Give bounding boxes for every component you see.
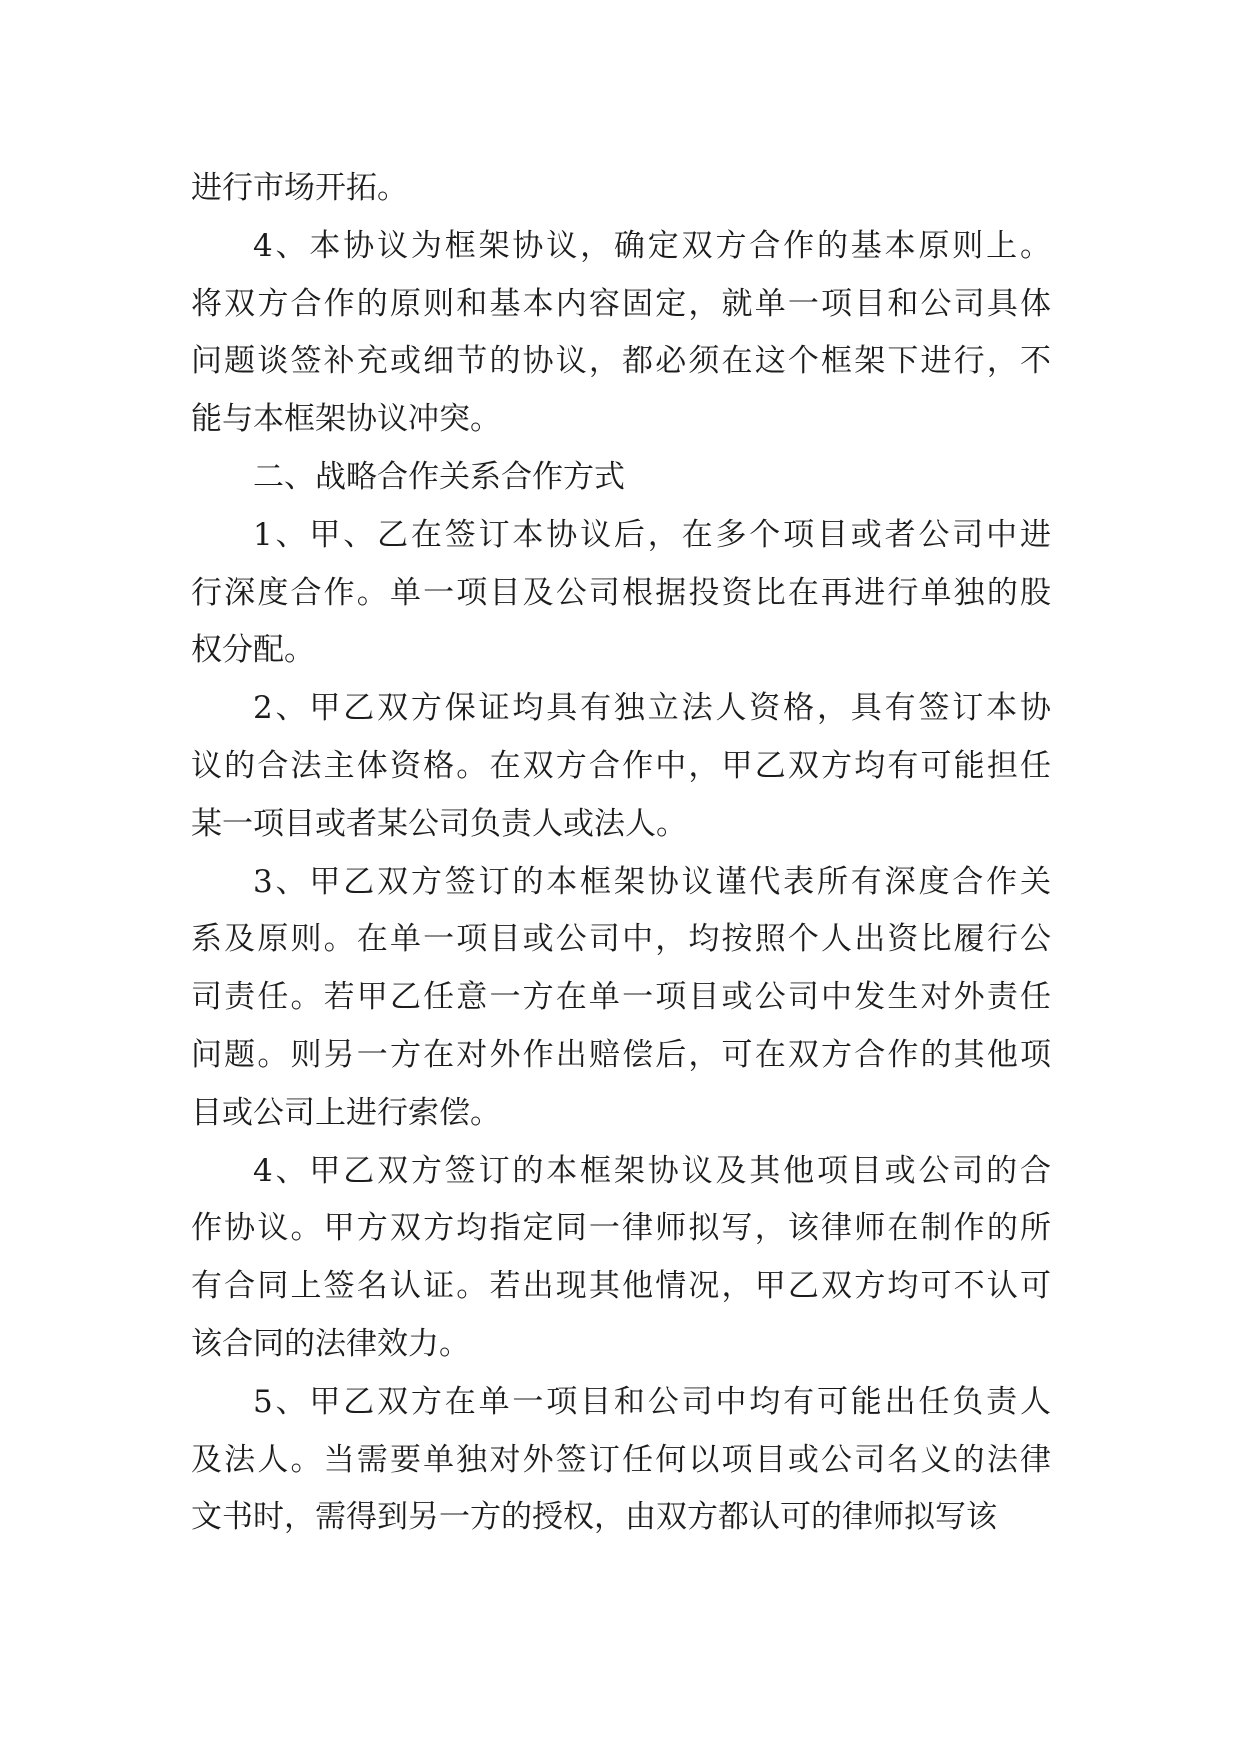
paragraph [191,854,1051,1143]
text-line: 能与本框架协议冲突。 [191,401,501,438]
text-line: 二、战略合作关系合作方式 [253,458,625,495]
text-line: 问题。则另一方在对外作出赔偿后，可在双方合作的其他项 [191,1036,1051,1073]
text-line: 问题谈签补充或细节的协议，都必须在这个框架下进行，不 [191,343,1051,380]
text-line: 该合同的法律效力。 [191,1325,470,1362]
text-line: 作协议。甲方双方均指定同一律师拟写，该律师在制作的所 [191,1210,1051,1247]
text-line: 文书时，需得到另一方的授权，由双方都认可的律师拟写该 [191,1499,997,1536]
paragraph [191,507,1051,680]
text-line: 2、甲乙双方保证均具有独立法人资格，具有签订本协 [253,690,1051,727]
paragraph [191,449,1051,507]
text-line: 行深度合作。单一项目及公司根据投资比在再进行单独的股 [191,574,1051,611]
text-line: 及法人。当需要单独对外签订任何以项目或公司名义的法律 [191,1441,1051,1478]
text-line: 目或公司上进行索偿。 [191,1094,501,1131]
paragraph [191,1143,1051,1374]
text-line: 有合同上签名认证。若出现其他情况，甲乙双方均可不认可 [191,1268,1051,1305]
text-line: 将双方合作的原则和基本内容固定，就单一项目和公司具体 [191,285,1051,322]
text-line: 进行市场开拓。 [191,170,408,206]
paragraph [191,680,1051,853]
paragraph [191,160,1051,218]
text-line: 司责任。若甲乙任意一方在单一项目或公司中发生对外责任 [191,979,1051,1016]
text-line: 1、甲、乙在签订本协议后，在多个项目或者公司中进 [253,516,1051,553]
paragraph [191,1374,1051,1547]
text-line: 5、甲乙双方在单一项目和公司中均有可能出任负责人 [253,1383,1051,1420]
document-body [191,160,1051,1547]
text-line: 某一项目或者某公司负责人或法人。 [191,805,687,842]
text-line: 权分配。 [191,632,315,669]
paragraph [191,218,1051,449]
text-line: 4、甲乙双方签订的本框架协议及其他项目或公司的合 [253,1152,1051,1189]
text-line: 3、甲乙双方签订的本框架协议谨代表所有深度合作关 [253,863,1051,900]
text-line: 系及原则。在单一项目或公司中，均按照个人出资比履行公 [191,921,1051,958]
text-line: 议的合法主体资格。在双方合作中，甲乙双方均有可能担任 [191,747,1051,784]
text-line: 4、本协议为框架协议，确定双方合作的基本原则上。 [253,227,1051,264]
